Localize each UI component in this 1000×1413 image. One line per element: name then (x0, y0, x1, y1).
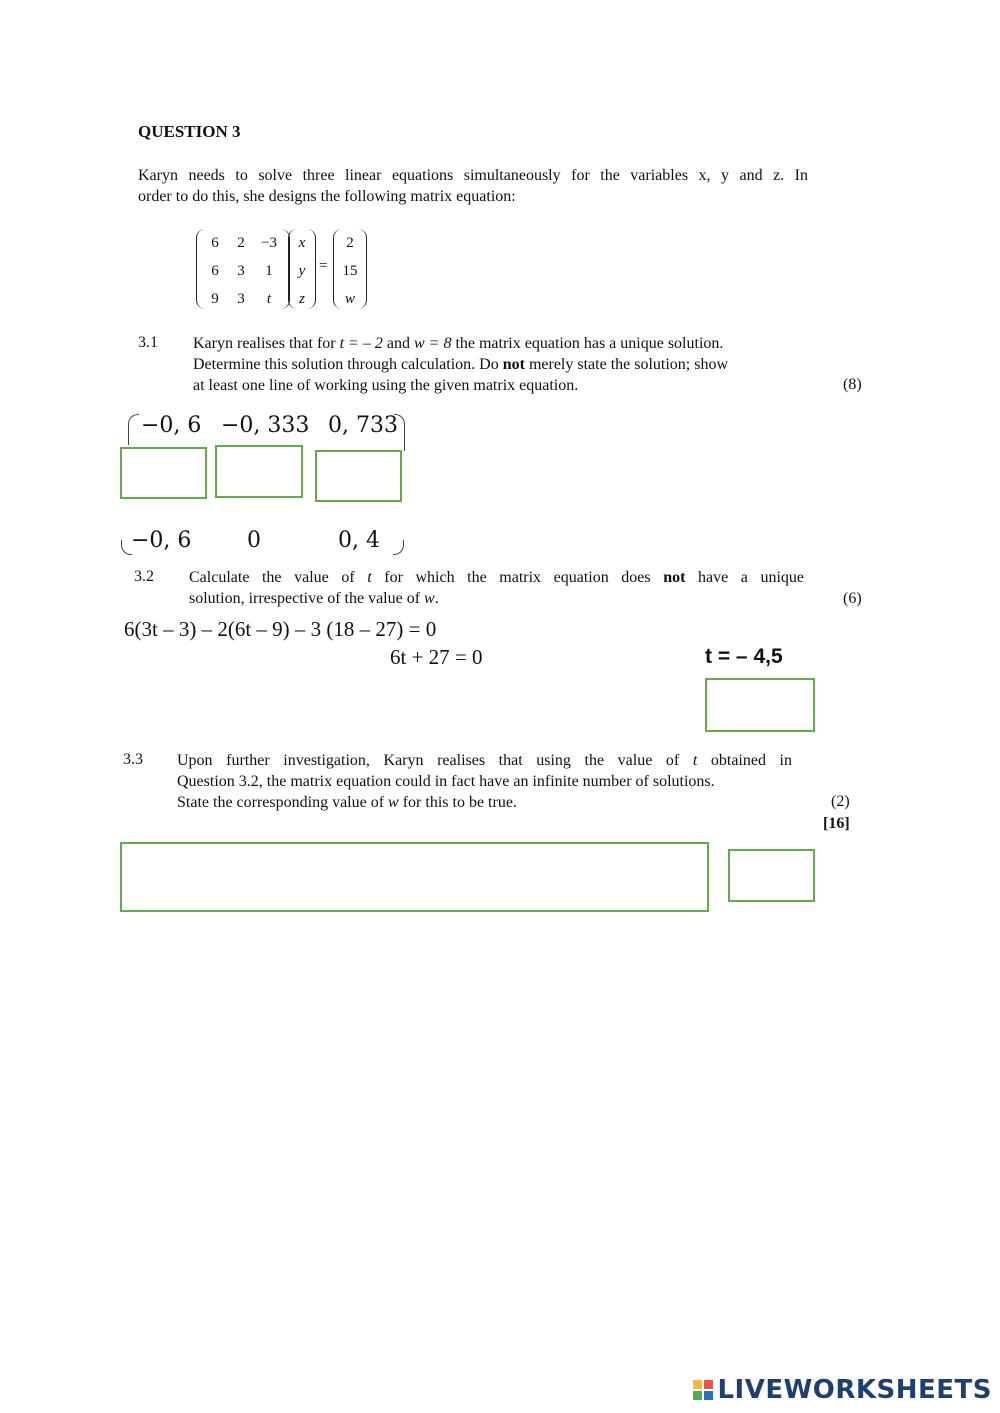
matrix-cell: 6 (211, 235, 219, 251)
working-row-2-value-2: 0 (247, 528, 261, 553)
answer-input-y[interactable] (217, 447, 301, 496)
answer-box-t[interactable] (705, 678, 815, 732)
answer-input-t[interactable] (707, 680, 813, 730)
answer-input-w[interactable] (730, 851, 813, 900)
logo-icon (693, 1380, 713, 1400)
working-row-1-value-3: 0, 733 (328, 413, 398, 438)
question-number-3-1: 3.1 (138, 334, 158, 351)
answer-box-x[interactable] (120, 447, 207, 499)
question-title: QUESTION 3 (138, 122, 241, 141)
answer-input-z[interactable] (317, 452, 400, 500)
q31-line-1: Karyn realises that for t = – 2 and w = 8 the matrix equation has a unique solution. (193, 335, 724, 352)
working-line-1: 6(3t – 3) – 2(6t – 9) – 3 (18 – 27) = 0 (124, 617, 437, 641)
answer-box-working[interactable] (120, 842, 709, 912)
q32-line-1: Calculate the value of t for which the matrix equation does not have a unique (189, 569, 804, 586)
answer-input-working[interactable] (122, 844, 707, 910)
vector-cell: 15 (342, 263, 358, 279)
answer-input-x[interactable] (122, 449, 205, 497)
matrix-cell: 1 (265, 263, 273, 279)
brand-name: LIVEWORKSHEETS (717, 1375, 992, 1405)
q31-line-3: at least one line of working using the given matrix equation. (193, 377, 579, 394)
question-number-3-2: 3.2 (134, 568, 154, 585)
bracket-left (128, 414, 139, 445)
marks-3-3: (2) (831, 793, 850, 810)
bracket-left (121, 540, 132, 555)
bracket-right (393, 540, 404, 555)
answer-t: t = – 4,5 (705, 645, 783, 668)
vector-cell: z (299, 291, 305, 307)
q32-line-2: solution, irrespective of the value of w. (189, 590, 439, 607)
question-intro (138, 165, 808, 207)
working-line-2: 6t + 27 = 0 (390, 645, 483, 669)
matrix-cell: 6 (211, 263, 219, 279)
coefficient-matrix (196, 229, 290, 309)
q33-line-1: Upon further investigation, Karyn realises that using the value of t obtained in (177, 752, 793, 769)
working-row-2-value-3: 0, 4 (338, 528, 380, 553)
vector-cell: 2 (346, 235, 354, 251)
intro-line-2: order to do this, she designs the following matrix equation: (138, 188, 516, 205)
question-number-3-3: 3.3 (123, 751, 143, 768)
matrix-cell: −3 (261, 235, 277, 251)
variable-vector (288, 229, 316, 309)
working-row-2-value-1: −0, 6 (131, 528, 192, 553)
marks-3-2: (6) (843, 590, 862, 607)
q31-line-2: Determine this solution through calculation. Do not merely state the solution; show (193, 356, 729, 373)
answer-box-w[interactable] (728, 849, 815, 902)
matrix-cell: 9 (211, 291, 219, 307)
intro-line-1: Karyn needs to solve three linear equations simultaneously for the variables x, y and z. In (138, 167, 808, 184)
question-3-2-text (189, 567, 804, 609)
total-marks: [16] (823, 815, 850, 832)
vector-cell: y (298, 263, 306, 279)
question-3-1-text (193, 333, 808, 396)
vector-cell: w (344, 291, 355, 307)
question-3-3-text (177, 750, 792, 813)
matrix-cell: 2 (237, 235, 245, 251)
q33-line-2: Question 3.2, the matrix equation could in fact have an infinite number of solutions. (177, 773, 715, 790)
working-row-1-value-2: −0, 333 (221, 413, 310, 438)
q33-line-3: State the corresponding value of w for this to be true. (177, 794, 517, 811)
liveworksheets-logo (693, 1375, 992, 1405)
working-row-1-value-1: −0, 6 (141, 413, 202, 438)
vector-cell: x (298, 235, 306, 251)
marks-3-1: (8) (843, 376, 862, 393)
matrix-cell: 3 (237, 291, 245, 307)
answer-box-y[interactable] (215, 445, 303, 498)
matrix-cell: t (266, 291, 272, 307)
answer-box-z[interactable] (315, 450, 402, 502)
equals-sign: = (319, 258, 328, 274)
constant-vector (333, 229, 367, 309)
matrix-cell: 3 (237, 263, 245, 279)
